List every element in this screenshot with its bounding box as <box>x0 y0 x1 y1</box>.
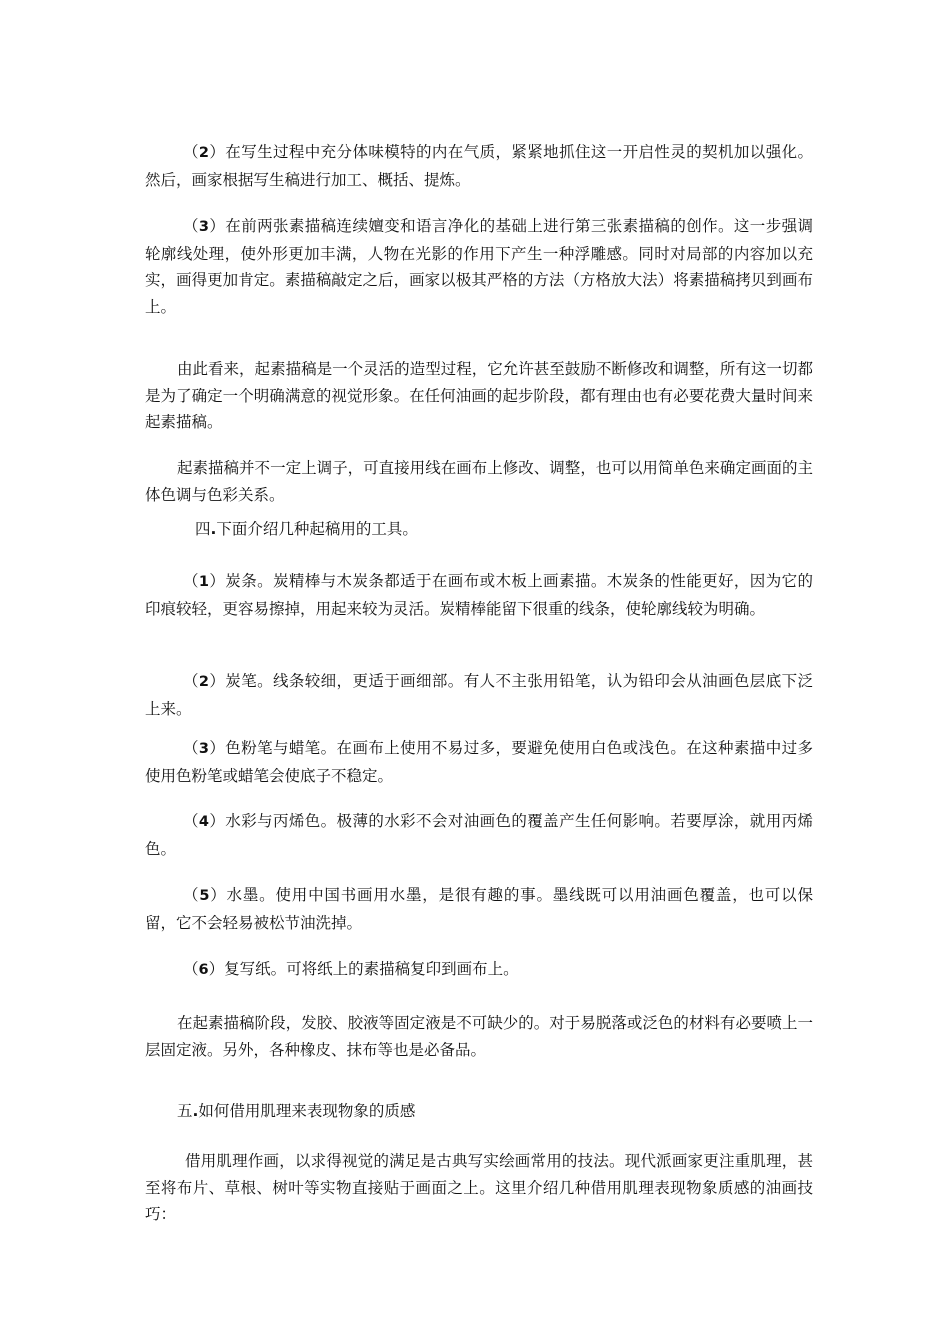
paragraph-portrait-step-2: （2）在写生过程中充分体味模特的内在气质，紧紧地抓住这一开启性灵的契机加以强化。然后，画家根据写生稿进行加工、概括、提炼。 <box>145 143 813 189</box>
item-number: 5 <box>199 888 210 904</box>
item-number: 2 <box>198 145 209 161</box>
item-number: 2 <box>198 674 209 690</box>
item-number: 1 <box>198 574 209 590</box>
item-number: 4 <box>198 814 209 830</box>
paragraph-tool-3: （3）色粉笔与蜡笔。在画布上使用不易过多，要避免使用白色或浅色。在这种素描中过多使用色粉笔或蜡笔会使底子不稳定。 <box>145 739 813 785</box>
paragraph-fixative: 在起素描稿阶段，发胶、胶液等固定液是不可缺少的。对于易脱落或泛色的材料有必要喷上一层固定液。另外，各种橡皮、抹布等也是必备品。 <box>145 1014 813 1059</box>
paragraph-tool-1: （1）炭条。炭精棒与木炭条都适于在画布或木板上画素描。木炭条的性能更好，因为它的印痕较轻，更容易擦掉，用起来较为灵活。炭精棒能留下很重的线条，使轮廓线较为明确。 <box>145 572 813 618</box>
paragraph-tool-2: （2）炭笔。线条较细，更适于画细部。有人不主张用铅笔，认为铅印会从油画色层底下泛上来。 <box>145 672 813 718</box>
section-heading-4: 四.下面介绍几种起稿用的工具。 <box>195 520 418 538</box>
item-number: 3 <box>198 219 209 235</box>
paragraph-sketch-flexible: 由此看来，起素描稿是一个灵活的造型过程，它允许甚至鼓励不断修改和调整，所有这一切都是为了确定一个明确满意的视觉形象。在任何油画的起步阶段，都有理由也有必要花费大量时间来起素描稿。 <box>145 360 813 431</box>
paragraph-tool-4: （4）水彩与丙烯色。极薄的水彩不会对油画色的覆盖产生任何影响。若要厚涂，就用丙烯色。 <box>145 812 813 858</box>
section-heading-5: 五.如何借用肌理来表现物象的质感 <box>177 1102 416 1120</box>
paragraph-tool-5: （5）水墨。使用中国书画用水墨，是很有趣的事。墨线既可以用油画色覆盖，也可以保留，它不会轻易被松节油洗掉。 <box>145 886 813 932</box>
paragraph-tool-6: （6）复写纸。可将纸上的素描稿复印到画布上。 <box>183 960 519 978</box>
paragraph-sketch-tone: 起素描稿并不一定上调子，可直接用线在画布上修改、调整，也可以用简单色来确定画面的主体色调与色彩关系。 <box>145 459 813 504</box>
paragraph-portrait-step-3: （3）在前两张素描稿连续嬗变和语言净化的基础上进行第三张素描稿的创作。这一步强调轮廓线处理，使外形更加丰满，人物在光影的作用下产生一种浮雕感。同时对局部的内容加以充实，画得更加肯定。素描稿敲定之后，画家以极其严格的方法（方格放大法）将素描稿拷贝到画布上。 <box>145 217 813 316</box>
item-number: 3 <box>198 741 209 757</box>
paragraph-texture-intro: 借用肌理作画，以求得视觉的满足是古典写实绘画常用的技法。现代派画家更注重肌理，甚至将布片、草根、树叶等实物直接贴于画面之上。这里介绍几种借用肌理表现物象质感的油画技巧： <box>145 1152 813 1223</box>
item-number: 6 <box>198 962 209 978</box>
